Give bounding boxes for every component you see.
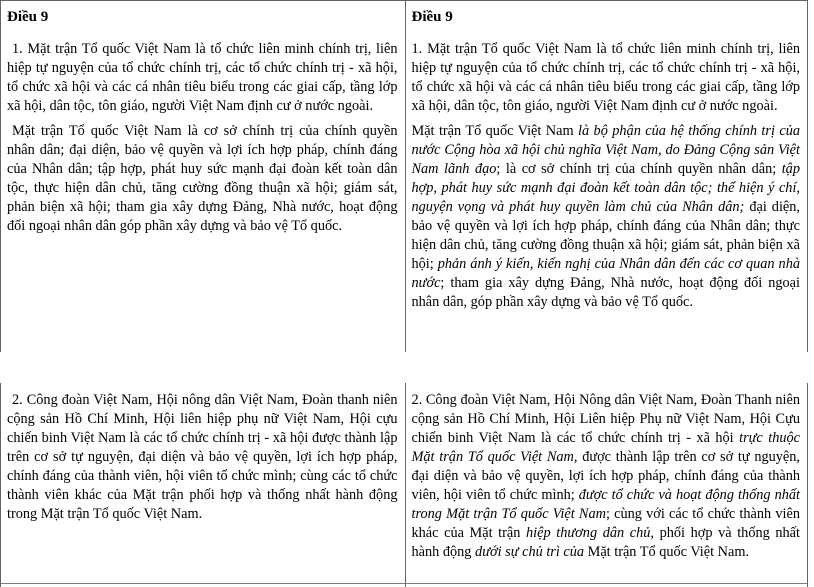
article-body [412, 40, 801, 312]
article-9-right-cell [405, 0, 809, 352]
amended-text-run: là bộ phận của hệ thống chính trị của nước Cộng hòa xã hội chủ nghĩa Việt Nam, do Đảng Cộng sản Việt Nam lãnh đạo [411, 123, 800, 177]
article-heading: Điều 9 [411, 9, 453, 25]
amended-text-run: tập hợp, phát huy sức mạnh đại đoàn kết toàn dân tộc; thể hiện ý chí, nguyện vọng và phát huy quyền làm chủ của Nhân dân; [411, 161, 800, 215]
paragraph [412, 122, 801, 312]
article-body [412, 391, 801, 562]
text-run: Mặt trận Tổ quốc Việt Nam là cơ sở chính trị của chính quyền nhân dân; đại diện, bảo vệ quyền và lợi ích hợp pháp, chính đáng của Nhân dân; tập hợp, phát huy sức mạnh đại đoàn kết toàn dân tộc, thực hiện dân chủ, tăng cường đồng thuận xã hội; giám sát, phản biện xã hội; tham gia xây dựng Đảng, Nhà nước, hoạt động đối ngoại nhân dân góp phần xây dựng và bảo vệ Tổ quốc. [7, 123, 398, 234]
article-body [7, 40, 398, 236]
text-run: 2. Công đoàn Việt Nam, Hội Nông dân Việt Nam, Đoàn Thanh niên cộng sản Hồ Chí Minh, Hội Liên hiệp Phụ nữ Việt Nam, Hội Cựu chiến binh Việt Nam là các tổ chức chính trị - xã hội [411, 392, 800, 446]
text-run: 1. Mặt trận Tổ quốc Việt Nam là tổ chức liên minh chính trị, liên hiệp tự nguyện của tổ chức chính trị, các tổ chức chính trị - xã hội, tổ chức xã hội và các cá nhân tiêu biểu trong các giai cấp, tầng lớp xã hội, dân tộc, tôn giáo, người Việt Nam định cư ở nước ngoài. [7, 41, 398, 114]
paragraph [7, 40, 398, 116]
clause-2-left-cell [0, 383, 406, 584]
text-run: ; tham gia xây dựng Đảng, Nhà nước, hoạt động đối ngoại nhân dân, góp phần xây dựng và bảo vệ Tổ quốc. [411, 275, 800, 310]
article-heading: Điều 9 [7, 9, 49, 25]
article-body [7, 391, 398, 524]
amended-text-run: dưới sự chủ trì của [475, 544, 585, 560]
amended-text-run: hiệp thương dân chủ [526, 525, 651, 541]
comparison-row-clause-2 [0, 383, 808, 584]
paragraph [412, 391, 801, 562]
paragraph [7, 391, 398, 524]
text-run: 1. Mặt trận Tổ quốc Việt Nam là tổ chức liên minh chính trị, liên hiệp tự nguyện của tổ chức chính trị, các tổ chức chính trị - xã hội, tổ chức xã hội và các cá nhân tiêu biểu trong các giai cấp, tầng lớp xã hội, dân tộc, tôn giáo, người Việt Nam định cư ở nước ngoài. [411, 41, 800, 114]
paragraph [412, 40, 801, 116]
clause-2-right-cell [405, 383, 809, 584]
article-9-left-cell [0, 0, 406, 352]
text-run: , phối hợp và thống nhất hành động [411, 525, 800, 560]
paragraph [7, 122, 398, 236]
amended-text-run: phản ánh ý kiến, kiến nghị của Nhân dân đến các cơ quan nhà nước [411, 256, 800, 291]
text-run: Mặt trận Tổ quốc Việt Nam [411, 123, 578, 139]
amended-text-run: được tổ chức và hoạt động thống nhất trong Mặt trận Tổ quốc Việt Nam [411, 487, 800, 522]
text-run: ; là cơ sở chính trị của chính quyền nhân dân; [496, 161, 782, 177]
text-run: 2. Công đoàn Việt Nam, Hội nông dân Việt Nam, Đoàn thanh niên cộng sản Hồ Chí Minh, Hội liên hiệp phụ nữ Việt Nam, Hội cựu chiến binh Việt Nam là các tổ chức chính trị - xã hội được thành lập trên cơ sở tự nguyện, đại diện và bảo vệ quyền, lợi ích hợp pháp, chính đáng của thành viên, hội viên tổ chức mình; cùng các tổ chức thành viên khác của Mặt trận phối hợp và thống nhất hành động trong Mặt trận Tổ quốc Việt Nam. [7, 392, 398, 522]
text-run: Mặt trận Tổ quốc Việt Nam. [584, 544, 750, 560]
amended-text-run: trực thuộc Mặt trận Tổ quốc Việt Nam [411, 430, 800, 465]
text-run: đại diện, bảo vệ quyền và lợi ích hợp pháp, chính đáng của Nhân dân; thực hiện dân chủ, tăng cường đồng thuận xã hội; giám sát, phản biện xã hội; [411, 199, 800, 272]
text-run: ; cùng với các tổ chức thành viên khác của Mặt trận [411, 506, 800, 541]
text-run: , được thành lập trên cơ sở tự nguyện, đại diện và bảo vệ quyền, lợi ích hợp pháp, chính đáng của thành viên, hội viên tổ chức mình; [411, 449, 800, 503]
